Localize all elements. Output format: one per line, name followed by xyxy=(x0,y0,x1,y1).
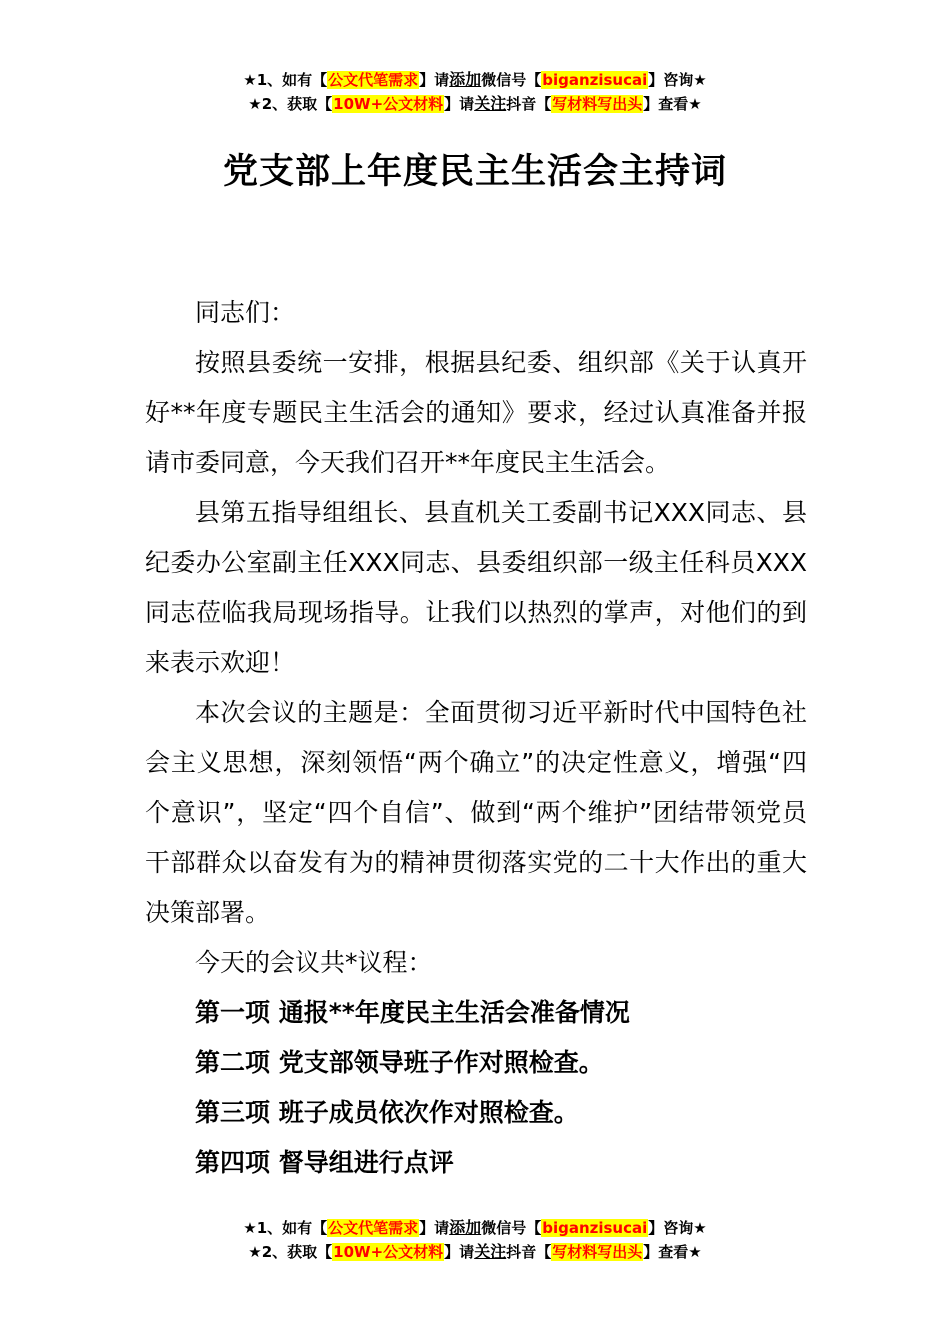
salutation: 同志们： xyxy=(195,298,296,327)
star-icon: ★ xyxy=(693,71,707,89)
paragraph: 按照县委统一安排，根据县纪委、组织部《关于认真开好**年度专题民主生活会的通知》要求，经过认真准备并报请市委同意，今天我们召开**年度民主生活会。 xyxy=(145,348,807,477)
paragraph: 本次会议的主题是：全面贯彻习近平新时代中国特色社会主义思想，深刻领悟“两个确立”的决定性意义，增强“四个意识”，坚定“四个自信”、做到“两个维护”团结带领党员干部群众以奋发有为的精神贯彻落实党的二十大作出的重大决策部署。 xyxy=(145,698,807,927)
star-icon: ★ xyxy=(248,95,262,113)
agenda-item: 第一项 通报**年度民主生活会准备情况 xyxy=(195,998,630,1027)
star-icon: ★ xyxy=(688,1243,702,1261)
bottom-banner xyxy=(0,1216,950,1264)
paragraph: 县第五指导组组长、县直机关工委副书记XXX同志、县纪委办公室副主任XXX同志、县委组织部一级主任科员XXX同志莅临我局现场指导。让我们以热烈的掌声，对他们的到来表示欢迎！ xyxy=(145,498,807,677)
star-icon: ★ xyxy=(243,71,257,89)
banner-line-1: ★1、如有【公文代笔需求】请添加微信号【biganzisucai】咨询★ xyxy=(243,70,707,89)
banner-line-1: ★1、如有【公文代笔需求】请添加微信号【biganzisucai】咨询★ xyxy=(243,1218,707,1237)
agenda-item: 第三项 班子成员依次作对照检查。 xyxy=(195,1098,579,1127)
banner-line-2: ★2、获取【10W+公文材料】请关注抖音【写材料写出头】查看★ xyxy=(248,94,702,113)
star-icon: ★ xyxy=(248,1243,262,1261)
document-body xyxy=(145,288,807,1188)
highlight-materials: 10W+公文材料 xyxy=(333,95,444,113)
star-icon: ★ xyxy=(243,1219,257,1237)
document-title: 党支部上年度民主生活会主持词 xyxy=(222,152,727,192)
top-banner xyxy=(0,68,950,116)
agenda-item: 第二项 党支部领导班子作对照检查。 xyxy=(195,1048,604,1077)
highlight-materials: 10W+公文材料 xyxy=(333,1243,444,1261)
highlight-wechat-id: biganzisucai xyxy=(542,71,648,89)
highlight-service: 公文代笔需求 xyxy=(328,71,419,89)
star-icon: ★ xyxy=(693,1219,707,1237)
highlight-wechat-id: biganzisucai xyxy=(542,1219,648,1237)
highlight-douyin: 写材料写出头 xyxy=(552,95,643,113)
banner-line-2: ★2、获取【10W+公文材料】请关注抖音【写材料写出头】查看★ xyxy=(248,1242,702,1261)
highlight-douyin: 写材料写出头 xyxy=(552,1243,643,1261)
highlight-service: 公文代笔需求 xyxy=(328,1219,419,1237)
star-icon: ★ xyxy=(688,95,702,113)
agenda-item: 第四项 督导组进行点评 xyxy=(195,1148,454,1177)
paragraph: 今天的会议共*议程： xyxy=(195,948,433,977)
